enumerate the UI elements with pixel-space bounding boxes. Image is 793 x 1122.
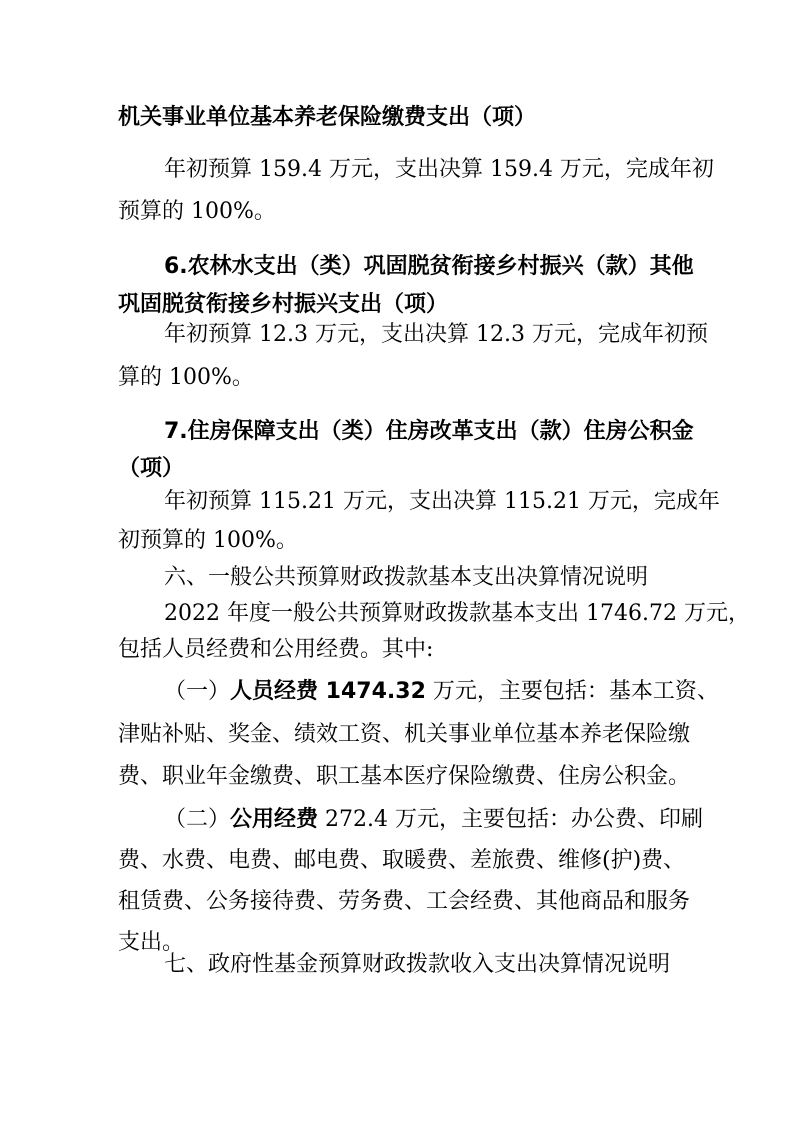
section-6-p3-line-4: 支出。 xyxy=(118,930,185,955)
item-6-text-line-1: 年初预算 12.3 万元，支出决算 12.3 万元，完成年初预 xyxy=(164,322,708,347)
section-6-title: 六、一般公共预算财政拨款基本支出决算情况说明 xyxy=(164,565,649,590)
section-7-title: 七、政府性基金预算财政拨款收入支出决算情况说明 xyxy=(164,952,671,977)
heading-7-line-1: 7.住房保障支出（类）住房改革支出（款）住房公积金 xyxy=(164,419,694,444)
section-6-p1-line-1: 2022 年度一般公共预算财政拨款基本支出 1746.72 万元， xyxy=(164,601,750,626)
section-6-p1-line-2: 包括人员经费和公用经费。其中: xyxy=(118,637,434,662)
heading-6-line-2: 巩固脱贫衔接乡村振兴支出（项） xyxy=(118,292,449,317)
section-6-p3-line-2: 费、水费、电费、邮电费、取暖费、差旅费、维修(护)费、 xyxy=(118,848,686,873)
section-6-p2-line-3: 费、职业年金缴费、职工基本医疗保险缴费、住房公积金。 xyxy=(118,764,691,789)
section-6-p2-line-2: 津贴补贴、奖金、绩效工资、机关事业单位基本养老保险缴 xyxy=(118,722,691,747)
item-7-text-line-2: 初预算的 100%。 xyxy=(118,528,298,553)
pension-text-line-1: 年初预算 159.4 万元，支出决算 159.4 万元，完成年初 xyxy=(164,157,714,182)
section-6-p3-line-1: （二）公用经费 272.4 万元，主要包括：办公费、印刷 xyxy=(164,807,704,832)
heading-7-line-2: （项） xyxy=(118,456,185,481)
item-7-text-line-1: 年初预算 115.21 万元，支出决算 115.21 万元，完成年 xyxy=(164,489,720,514)
heading-6-line-1: 6.农林水支出（类）巩固脱贫衔接乡村振兴（款）其他 xyxy=(164,254,694,279)
item-6-text-line-2: 算的 100%。 xyxy=(118,365,254,390)
section-6-p3-line-3: 租赁费、公务接待费、劳务费、工会经费、其他商品和服务 xyxy=(118,889,691,914)
heading-item-pension: 机关事业单位基本养老保险缴费支出（项） xyxy=(118,105,537,130)
pension-text-line-2: 预算的 100%。 xyxy=(118,199,276,224)
section-6-p2-line-1: （一）人员经费 1474.32 万元，主要包括：基本工资、 xyxy=(164,679,719,704)
